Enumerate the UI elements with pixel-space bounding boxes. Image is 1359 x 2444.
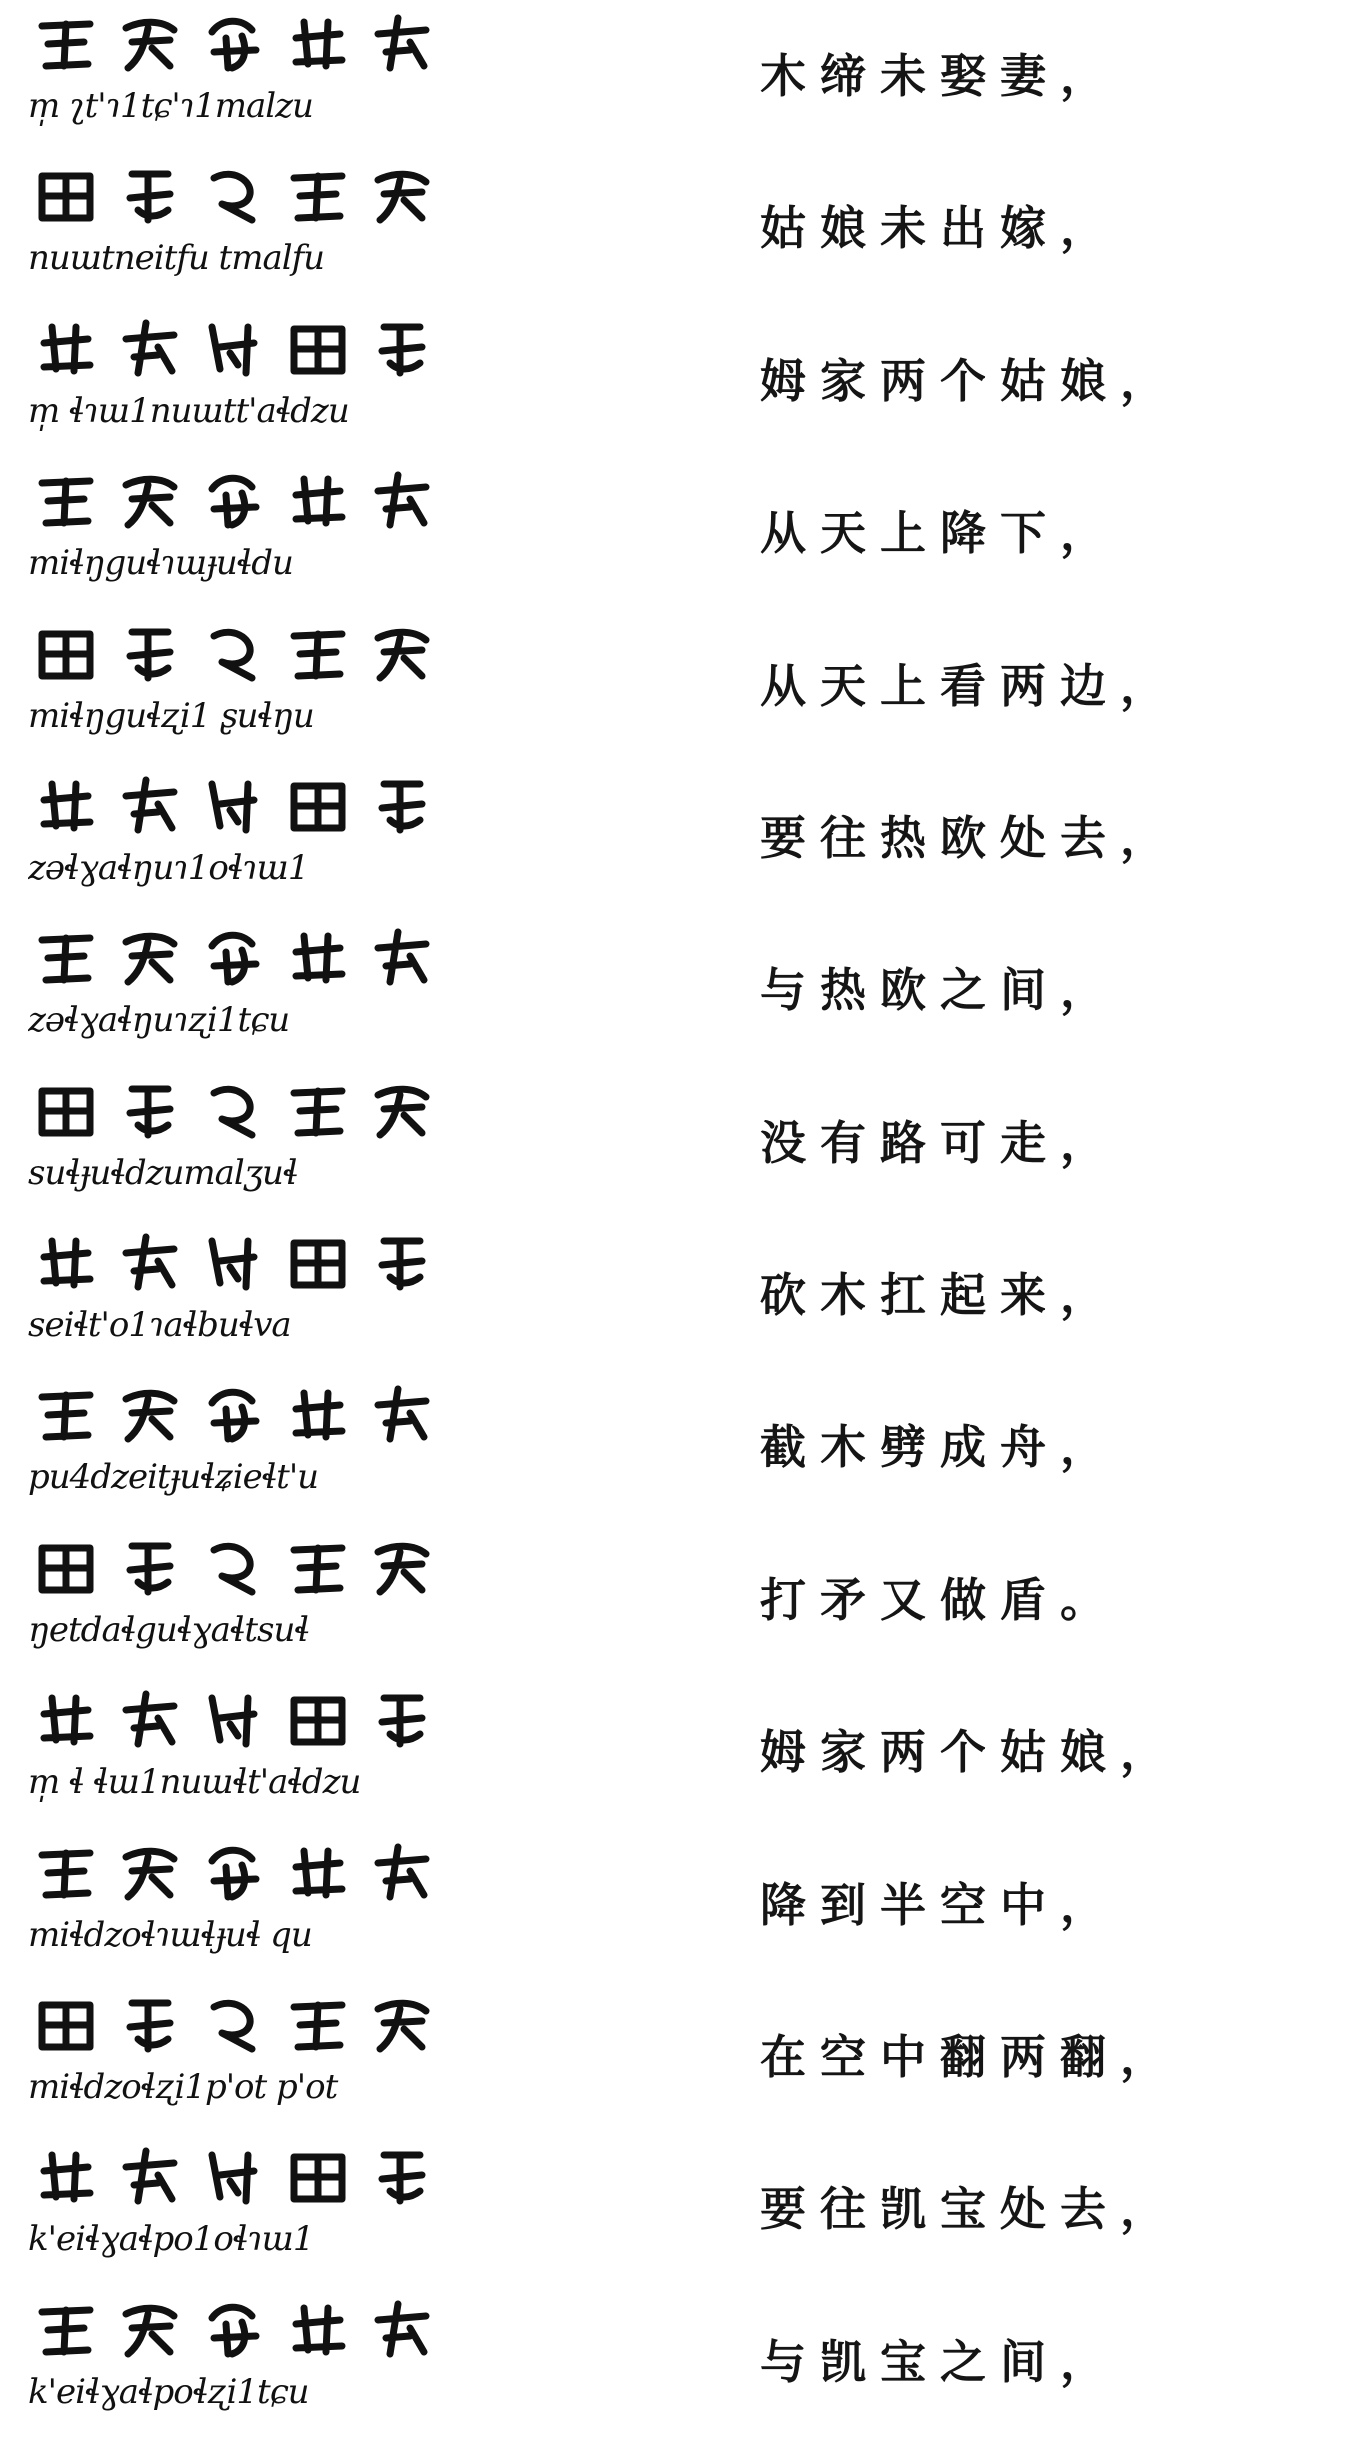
script-glyph-icon bbox=[118, 1079, 182, 1143]
script-glyph-line bbox=[34, 12, 454, 80]
verse-row bbox=[0, 1225, 1359, 1377]
script-glyph-icon bbox=[286, 164, 350, 228]
script-block bbox=[14, 1530, 464, 1682]
phonetic-transcription: k'eiɬɣaɬpoɬʐi1tɕu bbox=[28, 2371, 309, 2412]
script-block bbox=[14, 1073, 464, 1225]
verse-row bbox=[0, 2292, 1359, 2444]
chinese-translation: 没有路可走， bbox=[760, 1115, 1120, 1170]
script-glyph-icon bbox=[370, 1536, 434, 1600]
chinese-translation: 降到半空中， bbox=[760, 1877, 1120, 1932]
script-glyph-line bbox=[34, 926, 454, 994]
script-glyph-icon bbox=[286, 317, 350, 381]
chinese-translation: 从天上降下， bbox=[760, 506, 1120, 561]
verse-row bbox=[0, 6, 1359, 158]
script-glyph-line bbox=[34, 1079, 454, 1147]
script-glyph-icon bbox=[118, 164, 182, 228]
chinese-translation: 姆家两个姑娘， bbox=[760, 353, 1180, 408]
chinese-translation: 打矛又做盾。 bbox=[760, 1572, 1120, 1627]
script-glyph-line bbox=[34, 1841, 454, 1909]
verse-row bbox=[0, 463, 1359, 615]
script-glyph-icon bbox=[202, 2298, 266, 2362]
script-glyph-icon bbox=[286, 1079, 350, 1143]
script-glyph-icon bbox=[286, 2145, 350, 2209]
script-block bbox=[14, 158, 464, 310]
script-glyph-icon bbox=[286, 926, 350, 990]
script-glyph-icon bbox=[370, 1993, 434, 2057]
script-glyph-icon bbox=[202, 622, 266, 686]
script-glyph-icon bbox=[118, 1536, 182, 1600]
script-glyph-icon bbox=[34, 622, 98, 686]
chinese-translation: 与热欧之间， bbox=[760, 963, 1120, 1018]
script-glyph-line bbox=[34, 622, 454, 690]
script-glyph-icon bbox=[286, 1383, 350, 1447]
verse-row bbox=[0, 920, 1359, 1072]
script-glyph-icon bbox=[202, 774, 266, 838]
script-glyph-line bbox=[34, 1993, 454, 2061]
script-glyph-icon bbox=[370, 2298, 434, 2362]
script-glyph-icon bbox=[118, 774, 182, 838]
chinese-translation: 木缔未娶妻， bbox=[760, 49, 1120, 103]
script-glyph-icon bbox=[34, 1841, 98, 1905]
script-glyph-icon bbox=[286, 1841, 350, 1905]
chinese-translation: 与凯宝之间， bbox=[760, 2334, 1120, 2389]
chinese-translation: 从天上看两边， bbox=[760, 658, 1180, 713]
script-glyph-icon bbox=[370, 1841, 434, 1905]
script-glyph-icon bbox=[118, 2298, 182, 2362]
script-glyph-icon bbox=[118, 317, 182, 381]
script-glyph-icon bbox=[286, 2298, 350, 2362]
phonetic-transcription: k'eiɬɣaɬpo1oɬɿɯ1 bbox=[28, 2219, 314, 2260]
script-glyph-icon bbox=[34, 2145, 98, 2209]
phonetic-transcription: pu4dzeitɟuɬʑieɬt'u bbox=[28, 1457, 319, 1498]
script-block bbox=[14, 920, 464, 1072]
phonetic-transcription: miɬdzoɬɿɯɬɟuɬ qu bbox=[28, 1914, 312, 1955]
script-glyph-icon bbox=[34, 1688, 98, 1752]
script-glyph-icon bbox=[286, 1688, 350, 1752]
chinese-translation: 在空中翻两翻， bbox=[760, 2029, 1180, 2084]
script-block bbox=[14, 2139, 464, 2291]
script-glyph-icon bbox=[118, 1688, 182, 1752]
script-glyph-icon bbox=[118, 469, 182, 533]
script-glyph-icon bbox=[202, 1993, 266, 2057]
script-glyph-icon bbox=[202, 1079, 266, 1143]
script-glyph-icon bbox=[34, 1231, 98, 1295]
script-glyph-icon bbox=[118, 1383, 182, 1447]
verse-row bbox=[0, 2139, 1359, 2291]
script-glyph-icon bbox=[118, 1993, 182, 2057]
script-glyph-icon bbox=[286, 1993, 350, 2057]
script-glyph-icon bbox=[118, 1841, 182, 1905]
phonetic-transcription: nuɯtneitfu tmalfu bbox=[28, 238, 325, 279]
script-glyph-icon bbox=[286, 469, 350, 533]
phonetic-transcription: zəɬɣaɬŋuɿ1oɬɿɯ1 bbox=[28, 847, 309, 888]
script-glyph-line bbox=[34, 1688, 454, 1756]
script-glyph-icon bbox=[286, 12, 350, 76]
script-glyph-line bbox=[34, 317, 454, 385]
script-glyph-line bbox=[34, 469, 454, 537]
verse-row bbox=[0, 1073, 1359, 1225]
script-block bbox=[14, 2292, 464, 2444]
script-glyph-icon bbox=[370, 926, 434, 990]
script-block bbox=[14, 1682, 464, 1834]
script-glyph-line bbox=[34, 164, 454, 232]
script-glyph-icon bbox=[34, 774, 98, 838]
script-glyph-icon bbox=[370, 774, 434, 838]
script-glyph-icon bbox=[34, 1079, 98, 1143]
script-block bbox=[14, 1987, 464, 2139]
script-block bbox=[14, 6, 464, 158]
phonetic-transcription: m̩ ɬ ɬɯ1nuɯɬt'aɬdzu bbox=[28, 1762, 361, 1803]
script-glyph-icon bbox=[118, 2145, 182, 2209]
script-block bbox=[14, 1225, 464, 1377]
script-glyph-icon bbox=[34, 12, 98, 76]
script-glyph-icon bbox=[370, 317, 434, 381]
script-glyph-icon bbox=[370, 469, 434, 533]
phonetic-transcription: miɬŋguɬɿɯɟuɬdu bbox=[28, 543, 293, 584]
chinese-translation: 截木劈成舟， bbox=[760, 1420, 1120, 1475]
script-glyph-icon bbox=[370, 164, 434, 228]
script-glyph-icon bbox=[202, 1536, 266, 1600]
script-glyph-icon bbox=[202, 1688, 266, 1752]
script-glyph-icon bbox=[118, 1231, 182, 1295]
script-block bbox=[14, 311, 464, 463]
script-glyph-icon bbox=[34, 469, 98, 533]
script-glyph-icon bbox=[370, 1231, 434, 1295]
chinese-translation: 要往凯宝处去， bbox=[760, 2182, 1180, 2237]
chinese-translation: 要往热欧处去， bbox=[760, 810, 1180, 865]
script-glyph-icon bbox=[370, 12, 434, 76]
script-block bbox=[14, 768, 464, 920]
verse-row bbox=[0, 1682, 1359, 1834]
script-glyph-icon bbox=[34, 1993, 98, 2057]
phonetic-transcription: suɬɟuɬdzumalʒuɬ bbox=[28, 1152, 298, 1193]
verse-row bbox=[0, 158, 1359, 310]
script-glyph-icon bbox=[34, 926, 98, 990]
script-glyph-icon bbox=[370, 1688, 434, 1752]
script-glyph-icon bbox=[286, 1536, 350, 1600]
script-block bbox=[14, 1835, 464, 1987]
chinese-translation: 砍木扛起来， bbox=[760, 1268, 1120, 1323]
script-glyph-icon bbox=[118, 622, 182, 686]
script-block bbox=[14, 1377, 464, 1529]
script-glyph-icon bbox=[202, 469, 266, 533]
script-glyph-icon bbox=[202, 1383, 266, 1447]
script-glyph-line bbox=[34, 1536, 454, 1604]
script-glyph-icon bbox=[202, 1231, 266, 1295]
script-glyph-icon bbox=[34, 164, 98, 228]
phonetic-transcription: miɬŋguɬʐi1 ʂuɬŋu bbox=[28, 695, 314, 736]
script-glyph-line bbox=[34, 2298, 454, 2366]
phonetic-transcription: zəɬɣaɬŋuɿʐi1tɕu bbox=[28, 1000, 290, 1041]
script-glyph-icon bbox=[202, 1841, 266, 1905]
script-glyph-line bbox=[34, 1231, 454, 1299]
verse-row bbox=[0, 1987, 1359, 2139]
script-glyph-line bbox=[34, 774, 454, 842]
script-glyph-icon bbox=[286, 1231, 350, 1295]
script-glyph-icon bbox=[202, 164, 266, 228]
phonetic-transcription: seiɬt'o1ɿaɬbuɬva bbox=[28, 1305, 291, 1346]
verse-row bbox=[0, 768, 1359, 920]
script-glyph-icon bbox=[34, 2298, 98, 2362]
verse-row bbox=[0, 311, 1359, 463]
verse-row bbox=[0, 1377, 1359, 1529]
script-glyph-icon bbox=[286, 622, 350, 686]
script-glyph-icon bbox=[118, 12, 182, 76]
script-glyph-line bbox=[34, 1383, 454, 1451]
script-block bbox=[14, 463, 464, 615]
verse-row bbox=[0, 1530, 1359, 1682]
script-glyph-icon bbox=[34, 1383, 98, 1447]
script-glyph-icon bbox=[286, 774, 350, 838]
phonetic-transcription: m̩ ɬɿɯ1nuɯtt'aɬdzu bbox=[28, 390, 349, 431]
verse-row bbox=[0, 1835, 1359, 1987]
script-glyph-icon bbox=[34, 1536, 98, 1600]
script-glyph-icon bbox=[118, 926, 182, 990]
script-glyph-icon bbox=[202, 2145, 266, 2209]
script-glyph-icon bbox=[202, 317, 266, 381]
script-glyph-icon bbox=[202, 926, 266, 990]
script-glyph-icon bbox=[202, 12, 266, 76]
phonetic-transcription: miɬdzoɬʐi1p'ot p'ot bbox=[28, 2066, 338, 2107]
phonetic-transcription: ŋetdaɬguɬɣaɬtsuɬ bbox=[28, 1609, 309, 1650]
chinese-translation: 姑娘未出嫁， bbox=[760, 201, 1120, 256]
script-glyph-icon bbox=[34, 317, 98, 381]
script-glyph-line bbox=[34, 2145, 454, 2213]
script-block bbox=[14, 616, 464, 768]
script-glyph-icon bbox=[370, 1079, 434, 1143]
script-glyph-icon bbox=[370, 2145, 434, 2209]
verse-row bbox=[0, 616, 1359, 768]
script-glyph-icon bbox=[370, 622, 434, 686]
script-glyph-icon bbox=[370, 1383, 434, 1447]
chinese-translation: 姆家两个姑娘， bbox=[760, 1725, 1180, 1780]
phonetic-transcription: m̩ ʅt'ɿ1tɕ'ɿ1malzu bbox=[28, 86, 313, 126]
